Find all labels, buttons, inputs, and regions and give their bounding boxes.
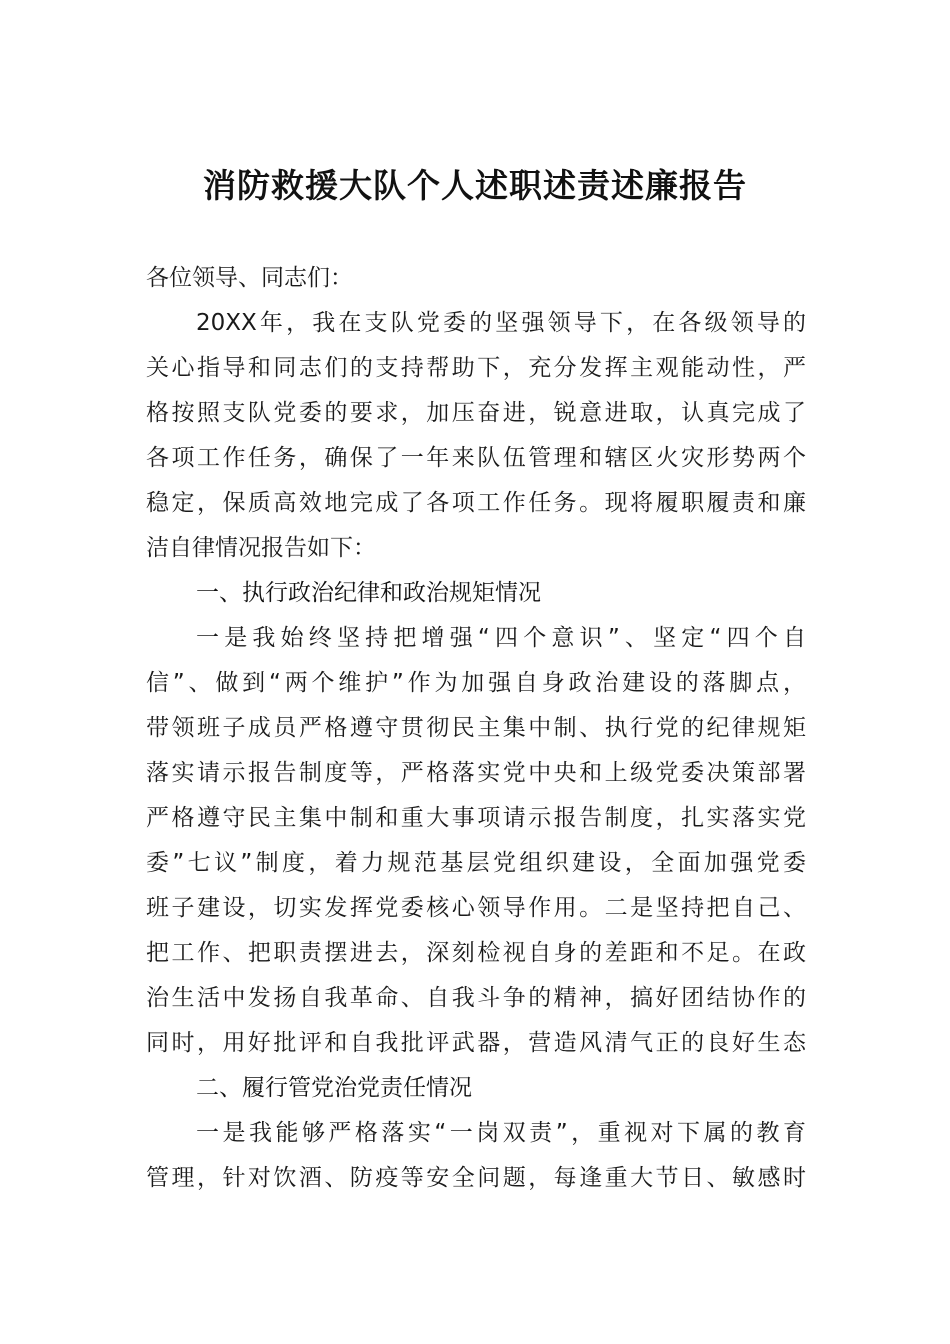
paragraph-line: 关心指导和同志们的支持帮助下，充分发挥主观能动性，严 [146, 355, 806, 381]
document-title: 消防救援大队个人述职述责述廉报告 [203, 166, 747, 205]
paragraph-line: 严格遵守民主集中制和重大事项请示报告制度，扎实落实党 [146, 805, 806, 831]
paragraph-line: 格按照支队党委的要求，加压奋进，锐意进取，认真完成了 [146, 400, 806, 426]
paragraph-line: 委”七议”制度，着力规范基层党组织建设，全面加强党委 [146, 850, 806, 876]
paragraph-line: 班子建设，切实发挥党委核心领导作用。二是坚持把自己、 [146, 895, 806, 921]
paragraph-line: 一是我能够严格落实“一岗双责”，重视对下属的教育 [196, 1120, 806, 1146]
section-heading: 一、执行政治纪律和政治规矩情况 [196, 580, 541, 606]
paragraph-line: 带领班子成员严格遵守贯彻民主集中制、执行党的纪律规矩 [146, 715, 806, 741]
paragraph-line: 稳定，保质高效地完成了各项工作任务。现将履职履责和廉 [146, 490, 806, 516]
paragraph-line: 落实请示报告制度等，严格落实党中央和上级党委决策部署 [146, 760, 806, 786]
paragraph-line: 信”、做到“两个维护”作为加强自身政治建设的落脚点， [146, 670, 806, 696]
section-heading: 二、履行管党治党责任情况 [196, 1075, 472, 1101]
paragraph-line: 治生活中发扬自我革命、自我斗争的精神，搞好团结协作的 [146, 985, 806, 1011]
paragraph-line: 同时，用好批评和自我批评武器，营造风清气正的良好生态 [146, 1030, 806, 1056]
paragraph-line: 洁自律情况报告如下： [146, 535, 376, 561]
paragraph-line: 一是我始终坚持把增强“四个意识”、坚定“四个自 [196, 625, 806, 651]
paragraph-line: 20XX年，我在支队党委的坚强领导下，在各级领导的 [196, 310, 806, 336]
paragraph-line: 把工作、把职责摆进去，深刻检视自身的差距和不足。在政 [146, 940, 806, 966]
salutation: 各位领导、同志们： [146, 265, 353, 291]
paragraph-line: 各项工作任务，确保了一年来队伍管理和辖区火灾形势两个 [146, 445, 806, 471]
paragraph-line: 管理，针对饮酒、防疫等安全问题，每逢重大节日、敏感时 [146, 1165, 806, 1191]
